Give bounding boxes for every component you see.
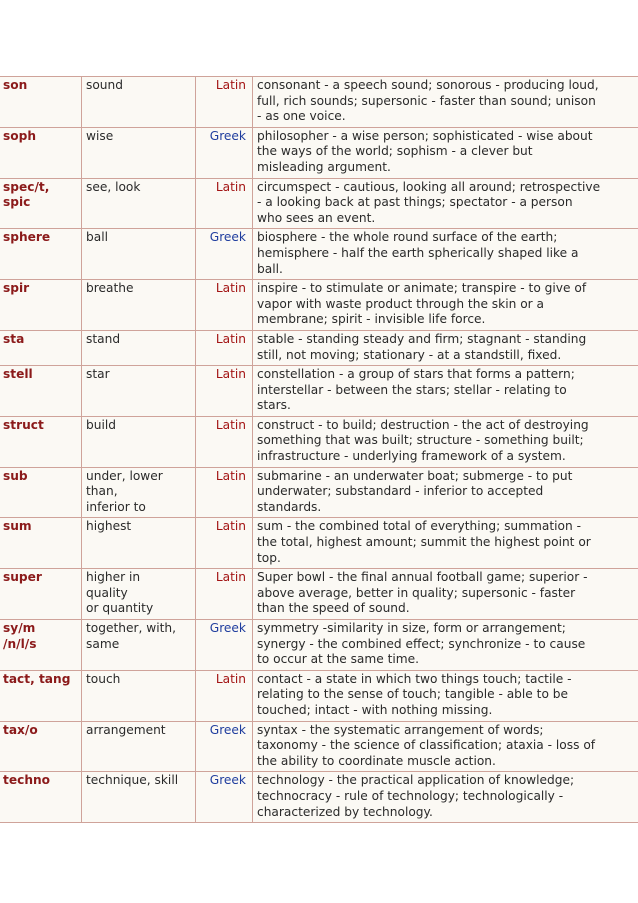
examples-cell: [253, 77, 638, 128]
examples-cell-line: above average, better in quality; supersonic - faster: [257, 585, 576, 600]
examples-cell-line: characterized by technology.: [257, 804, 433, 819]
examples-cell-line: consonant - a speech sound; sonorous - producing loud,: [257, 78, 599, 92]
examples-cell-line: hemisphere - half the earth spherically shaped like a: [257, 245, 579, 260]
root-cell-line: /n/l/s: [3, 636, 37, 651]
origin-cell: Latin: [196, 416, 253, 467]
meaning-cell-line: technique, skill: [86, 773, 179, 788]
meaning-cell-line: together, with,: [86, 621, 176, 635]
root-cell: [0, 127, 82, 178]
meaning-cell-line: highest: [86, 519, 132, 534]
root-cell-line: sy/m: [3, 621, 36, 635]
meaning-cell: [82, 772, 196, 823]
examples-cell-line: to occur at the same time.: [257, 652, 420, 667]
table-row: [0, 569, 638, 620]
examples-cell-line: the ability to coordinate muscle action.: [257, 753, 496, 768]
examples-cell: [253, 229, 638, 280]
meaning-cell: [82, 366, 196, 417]
table-row: [0, 518, 638, 569]
examples-cell: [253, 670, 638, 721]
root-cell-line: spec/t,: [3, 179, 50, 194]
examples-cell-line: inspire - to stimulate or animate; transpire - to give of: [257, 281, 587, 296]
examples-cell-line: vapor with waste product through the skin or a: [257, 296, 545, 311]
meaning-cell: [82, 670, 196, 721]
meaning-cell-line: under, lower: [86, 468, 163, 483]
examples-cell-line: the ways of the world; sophism - a clever but: [257, 144, 533, 159]
root-cell-line: sphere: [3, 230, 51, 245]
origin-cell: Greek: [196, 772, 253, 823]
origin-cell: Latin: [196, 330, 253, 365]
table-row: [0, 772, 638, 823]
table-row: [0, 670, 638, 721]
root-cell: [0, 772, 82, 823]
examples-cell-line: relating to the sense of touch; tangible - able to be: [257, 687, 569, 702]
root-cell-line: spir: [3, 281, 30, 296]
root-cell: [0, 280, 82, 331]
meaning-cell-line: build: [86, 417, 116, 432]
root-cell-line: sum: [3, 519, 32, 534]
examples-cell: [253, 467, 638, 518]
examples-cell: [253, 569, 638, 620]
examples-cell-line: submarine - an underwater boat; submerge - to put: [257, 468, 573, 483]
meaning-cell: [82, 77, 196, 128]
root-cell-line: spic: [3, 195, 31, 210]
root-cell-line: tact, tang: [3, 671, 71, 686]
examples-cell-line: underwater; substandard - inferior to accepted: [257, 484, 544, 499]
examples-cell-line: technocracy - rule of technology; technologically -: [257, 788, 564, 803]
root-cell: [0, 721, 82, 772]
examples-cell-line: constellation - a group of stars that forms a pattern;: [257, 367, 575, 382]
origin-cell: Latin: [196, 178, 253, 229]
meaning-cell-line: touch: [86, 671, 121, 686]
table-row: [0, 467, 638, 518]
examples-cell-line: - a looking back at past things; spectator - a person: [257, 195, 573, 210]
meaning-cell: [82, 127, 196, 178]
examples-cell: [253, 721, 638, 772]
table-row: [0, 330, 638, 365]
root-cell-line: sta: [3, 331, 25, 346]
meaning-cell-line: quality: [86, 585, 128, 600]
meaning-cell: [82, 178, 196, 229]
root-cell: [0, 178, 82, 229]
root-cell: [0, 229, 82, 280]
meaning-cell-line: higher in: [86, 570, 141, 585]
word-roots-table: [0, 76, 638, 823]
examples-cell-line: still, not moving; stationary - at a standstill, fixed.: [257, 347, 562, 362]
origin-cell: Latin: [196, 77, 253, 128]
root-cell: [0, 77, 82, 128]
meaning-cell: [82, 569, 196, 620]
meaning-cell-line: arrangement: [86, 722, 166, 737]
examples-cell-line: construct - to build; destruction - the act of destroying: [257, 417, 589, 432]
examples-cell-line: stable - standing steady and firm; stagnant - standing: [257, 331, 587, 346]
meaning-cell-line: sound: [86, 78, 123, 92]
examples-cell: [253, 620, 638, 671]
examples-cell: [253, 416, 638, 467]
examples-cell-line: who sees an event.: [257, 210, 376, 225]
meaning-cell: [82, 229, 196, 280]
table-row: [0, 366, 638, 417]
root-cell-line: techno: [3, 773, 51, 788]
meaning-cell: [82, 280, 196, 331]
root-cell: [0, 467, 82, 518]
root-cell: [0, 330, 82, 365]
root-cell: [0, 366, 82, 417]
examples-cell: [253, 772, 638, 823]
examples-cell-line: philosopher - a wise person; sophisticated - wise about: [257, 128, 593, 143]
root-cell-line: sub: [3, 468, 28, 483]
examples-cell-line: symmetry -similarity in size, form or arrangement;: [257, 621, 566, 635]
meaning-cell: [82, 330, 196, 365]
examples-cell-line: taxonomy - the science of classification; ataxia - loss of: [257, 738, 596, 753]
meaning-cell-line: breathe: [86, 281, 134, 296]
meaning-cell: [82, 518, 196, 569]
meaning-cell-line: or quantity: [86, 601, 154, 616]
meaning-cell-line: same: [86, 636, 120, 651]
examples-cell: [253, 366, 638, 417]
examples-cell: [253, 330, 638, 365]
meaning-cell-line: stand: [86, 331, 121, 346]
root-cell: [0, 670, 82, 721]
examples-cell-line: infrastructure - underlying framework of a system.: [257, 449, 566, 464]
examples-cell-line: interstellar - between the stars; stellar - relating to: [257, 382, 567, 397]
examples-cell-line: Super bowl - the final annual football game; superior -: [257, 570, 588, 585]
meaning-cell-line: ball: [86, 230, 108, 245]
meaning-cell-line: wise: [86, 128, 114, 143]
table-row: [0, 416, 638, 467]
meaning-cell: [82, 467, 196, 518]
examples-cell-line: sum - the combined total of everything; summation -: [257, 519, 581, 534]
examples-cell-line: circumspect - cautious, looking all around; retrospective: [257, 179, 601, 194]
examples-cell: [253, 518, 638, 569]
examples-cell-line: misleading argument.: [257, 159, 391, 174]
root-cell-line: struct: [3, 417, 44, 432]
table-row: [0, 127, 638, 178]
examples-cell-line: technology - the practical application of knowledge;: [257, 773, 575, 788]
root-cell: [0, 569, 82, 620]
meaning-cell-line: than,: [86, 484, 118, 499]
table-row: [0, 620, 638, 671]
examples-cell-line: ball.: [257, 261, 283, 276]
meaning-cell: [82, 416, 196, 467]
root-cell: [0, 416, 82, 467]
examples-cell-line: full, rich sounds; supersonic - faster than sound; unison: [257, 93, 596, 108]
examples-cell: [253, 127, 638, 178]
word-roots-table-body: [0, 77, 638, 823]
origin-cell: Latin: [196, 670, 253, 721]
meaning-cell-line: inferior to: [86, 499, 146, 514]
examples-cell: [253, 178, 638, 229]
examples-cell-line: standards.: [257, 499, 322, 514]
root-cell: [0, 518, 82, 569]
origin-cell: Greek: [196, 127, 253, 178]
examples-cell-line: membrane; spirit - invisible life force.: [257, 312, 486, 327]
examples-cell-line: syntax - the systematic arrangement of words;: [257, 722, 544, 737]
table-row: [0, 721, 638, 772]
examples-cell-line: synergy - the combined effect; synchronize - to cause: [257, 636, 586, 651]
table-row: [0, 229, 638, 280]
table-row: [0, 77, 638, 128]
table-row: [0, 280, 638, 331]
examples-cell-line: stars.: [257, 398, 291, 413]
root-cell-line: soph: [3, 128, 37, 143]
examples-cell-line: top.: [257, 550, 281, 565]
origin-cell: Latin: [196, 280, 253, 331]
origin-cell: Greek: [196, 620, 253, 671]
meaning-cell: [82, 721, 196, 772]
root-cell-line: super: [3, 570, 42, 585]
examples-cell-line: than the speed of sound.: [257, 601, 410, 616]
examples-cell-line: something that was built; structure - something built;: [257, 433, 584, 448]
root-cell-line: son: [3, 78, 28, 92]
meaning-cell: [82, 620, 196, 671]
table-row: [0, 178, 638, 229]
examples-cell-line: touched; intact - with nothing missing.: [257, 702, 493, 717]
origin-cell: Latin: [196, 569, 253, 620]
origin-cell: Latin: [196, 518, 253, 569]
origin-cell: Greek: [196, 721, 253, 772]
root-cell-line: tax/o: [3, 722, 38, 737]
root-cell: [0, 620, 82, 671]
origin-cell: Greek: [196, 229, 253, 280]
root-cell-line: stell: [3, 367, 33, 382]
examples-cell-line: biosphere - the whole round surface of the earth;: [257, 230, 558, 245]
examples-cell-line: - as one voice.: [257, 109, 346, 124]
examples-cell-line: contact - a state in which two things touch; tactile -: [257, 671, 572, 686]
origin-cell: Latin: [196, 467, 253, 518]
meaning-cell-line: star: [86, 367, 110, 382]
examples-cell: [253, 280, 638, 331]
origin-cell: Latin: [196, 366, 253, 417]
meaning-cell-line: see, look: [86, 179, 141, 194]
examples-cell-line: the total, highest amount; summit the highest point or: [257, 535, 591, 550]
